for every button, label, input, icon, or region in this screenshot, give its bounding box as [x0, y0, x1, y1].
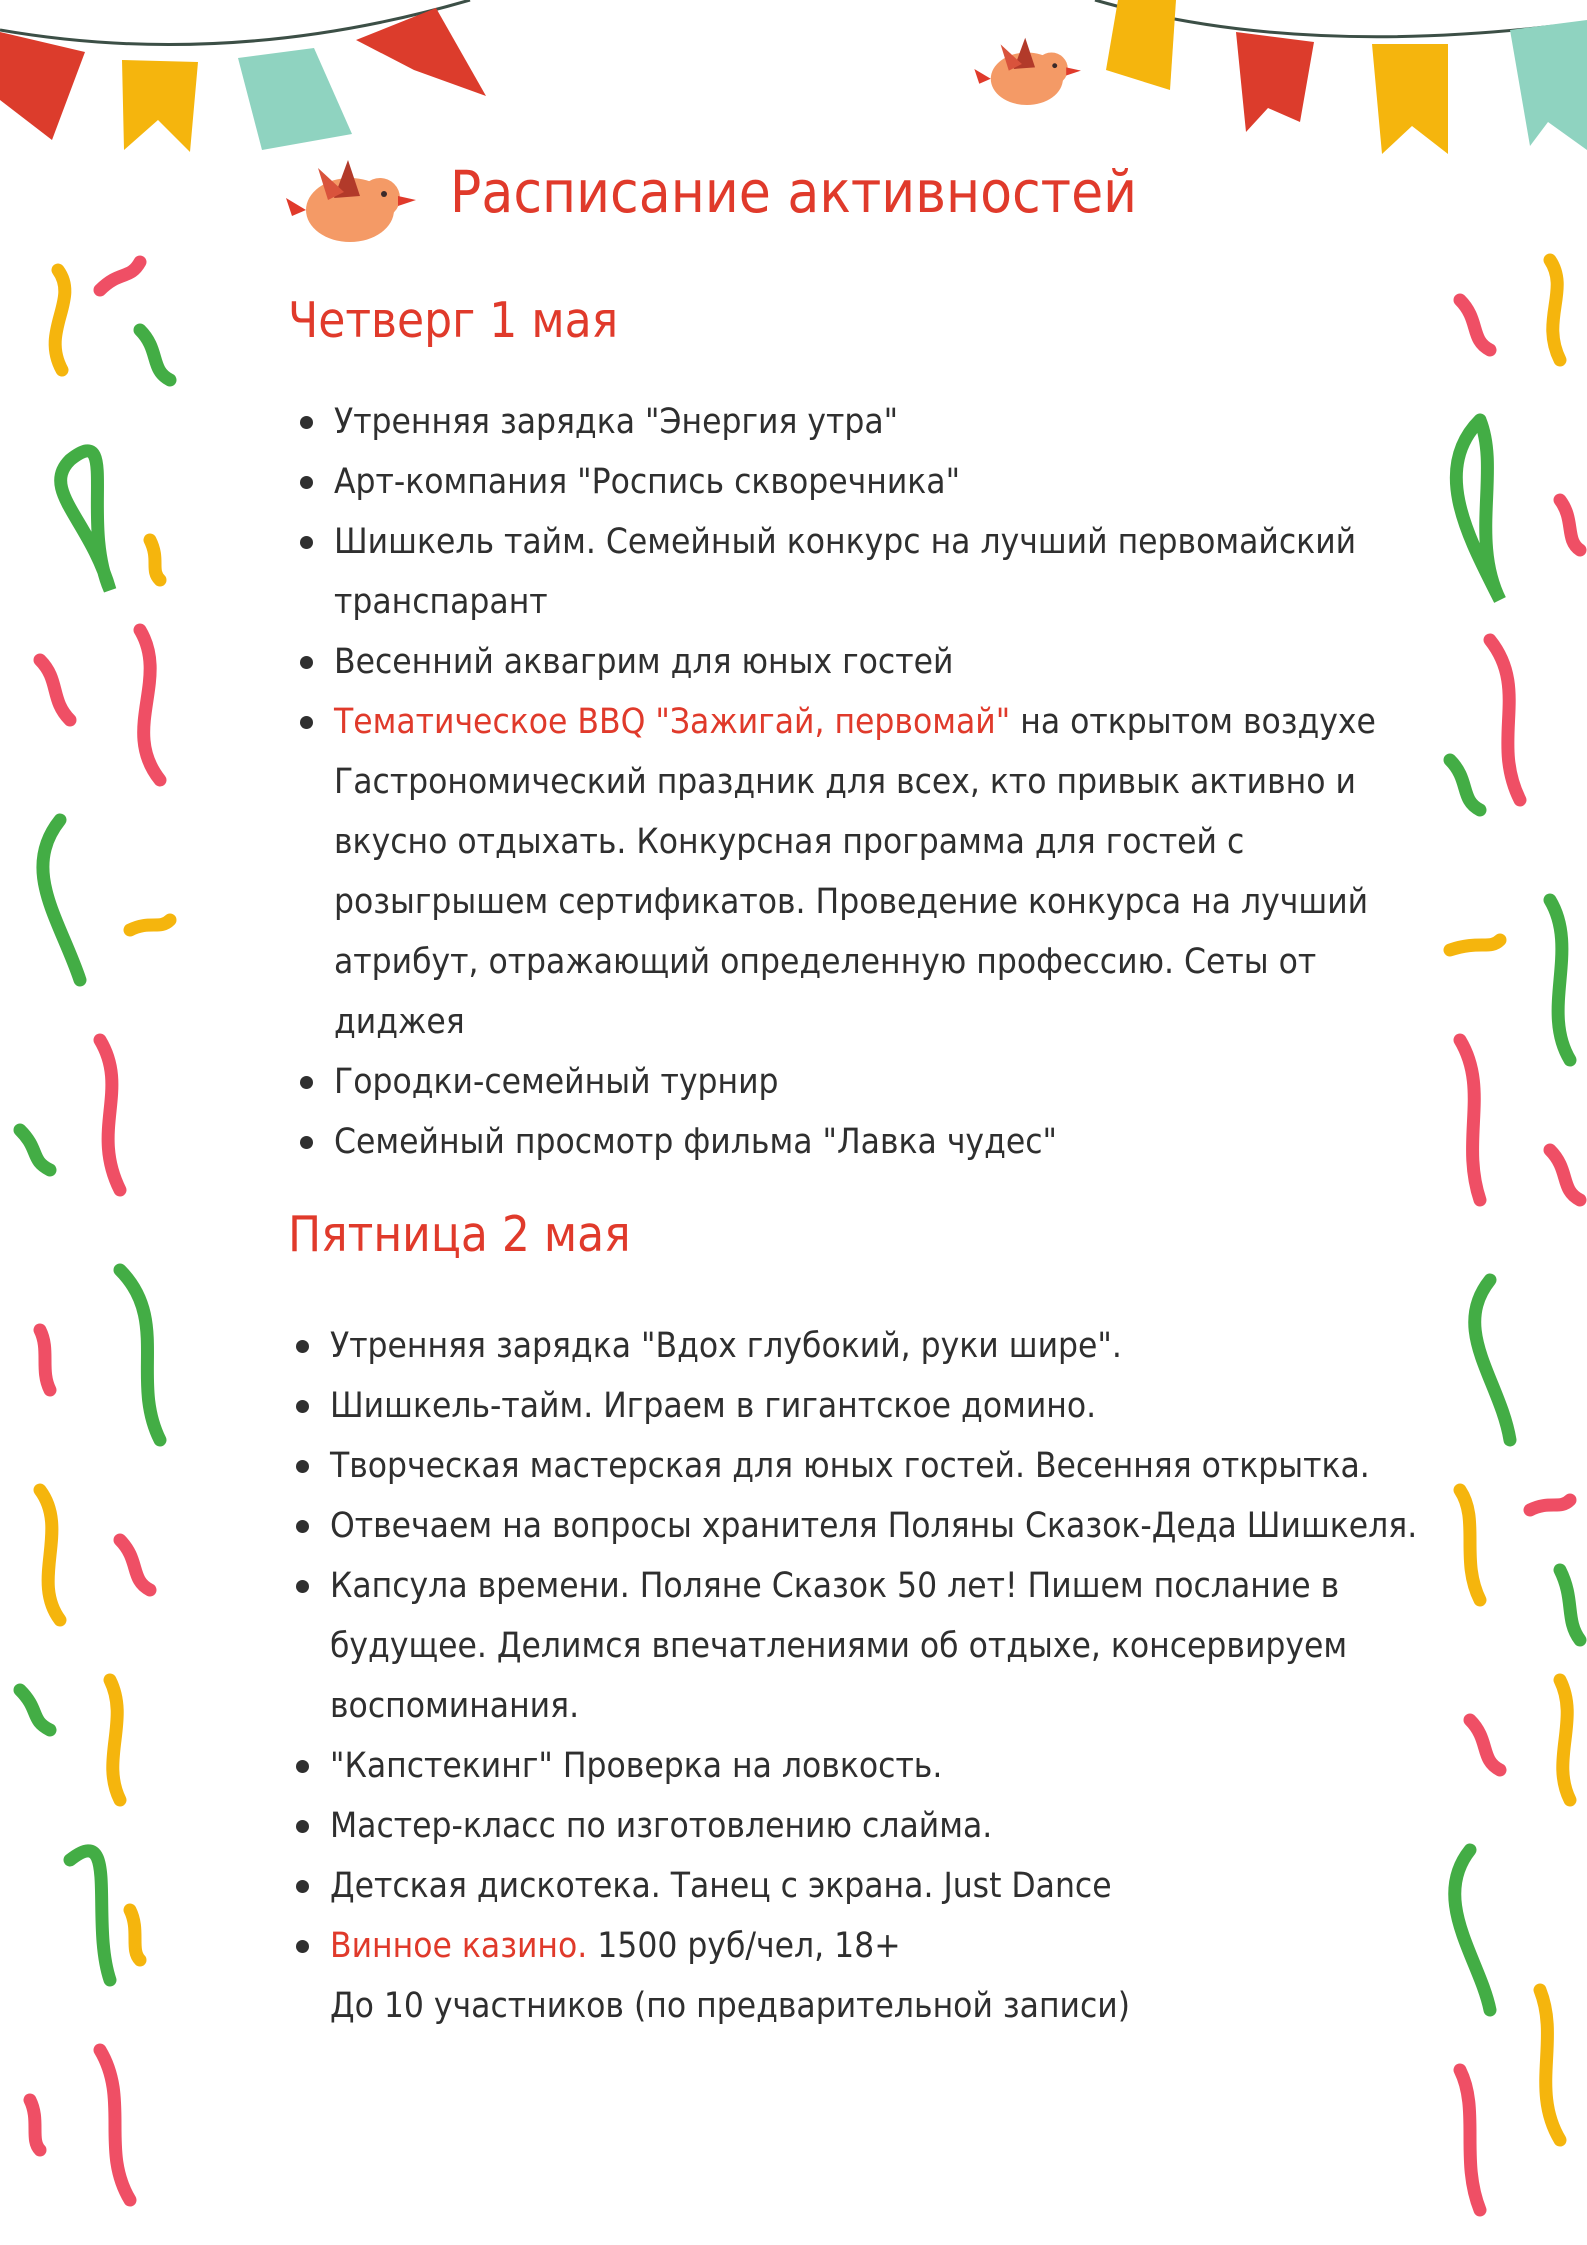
bunting-right — [1095, 0, 1587, 154]
day-heading-thursday: Четверг 1 мая — [288, 292, 619, 349]
event-highlight: Винное казино. — [330, 1926, 588, 1966]
list-item: Утренняя зарядка "Энергия утра" — [292, 392, 1432, 452]
day-heading-friday: Пятница 2 мая — [288, 1206, 631, 1263]
event-details: Гастрономический праздник для всех, кто привык активно и вкусно отдыхать. Конкурсная программа для гостей с розыгрышем сертификатов. Проведение конкурса на лучший атрибут, отражающий определенную профессию. Сеты от диджея — [334, 762, 1369, 1042]
list-item: Капсула времени. Поляне Сказок 50 лет! Пишем послание в будущее. Делимся впечатлениями об отдыхе, консервируем воспоминания. — [288, 1556, 1428, 1736]
list-item: Мастер-класс по изготовлению слайма. — [288, 1796, 1428, 1856]
page-title: Расписание активностей — [449, 158, 1138, 226]
list-item: Шишкель-тайм. Играем в гигантское домино. — [288, 1376, 1428, 1436]
list-item: Детская дискотека. Танец с экрана. Just Dance — [288, 1856, 1428, 1916]
activity-list-friday — [288, 1316, 1428, 2036]
event-details: До 10 участников (по предварительной записи) — [330, 1986, 1131, 2026]
bird-icon — [974, 38, 1081, 105]
list-item: Утренняя зарядка "Вдох глубокий, руки шире". — [288, 1316, 1428, 1376]
list-item: Тематическое BBQ "Зажигай, первомай" на открытом воздухе Гастрономический праздник для всех, кто привык активно и вкусно отдыхать. Конкурсная программа для гостей с розыгрышем сертификатов. Проведение конкурса на лучший атрибут, отражающий определенную профессию. Сеты от диджея — [292, 692, 1432, 1052]
event-highlight: Тематическое BBQ "Зажигай, первомай" — [334, 702, 1011, 742]
activity-list-thursday — [292, 392, 1432, 1172]
list-item: Арт-компания "Роспись скворечника" — [292, 452, 1432, 512]
list-item: Шишкель тайм. Семейный конкурс на лучший первомайский транспарант — [292, 512, 1432, 632]
bunting-left — [0, 0, 486, 152]
list-item: Городки-семейный турнир — [292, 1052, 1432, 1112]
list-item: Творческая мастерская для юных гостей. Весенняя открытка. — [288, 1436, 1428, 1496]
list-item: Винное казино. 1500 руб/чел, 18+ До 10 участников (по предварительной записи) — [288, 1916, 1428, 2036]
list-item: Отвечаем на вопросы хранителя Поляны Сказок-Деда Шишкеля. — [288, 1496, 1428, 1556]
list-item: "Капстекинг" Проверка на ловкость. — [288, 1736, 1428, 1796]
confetti-right — [1450, 260, 1580, 2210]
list-item: Семейный просмотр фильма "Лавка чудес" — [292, 1112, 1432, 1172]
list-item: Весенний аквагрим для юных гостей — [292, 632, 1432, 692]
confetti-left — [20, 262, 170, 2200]
